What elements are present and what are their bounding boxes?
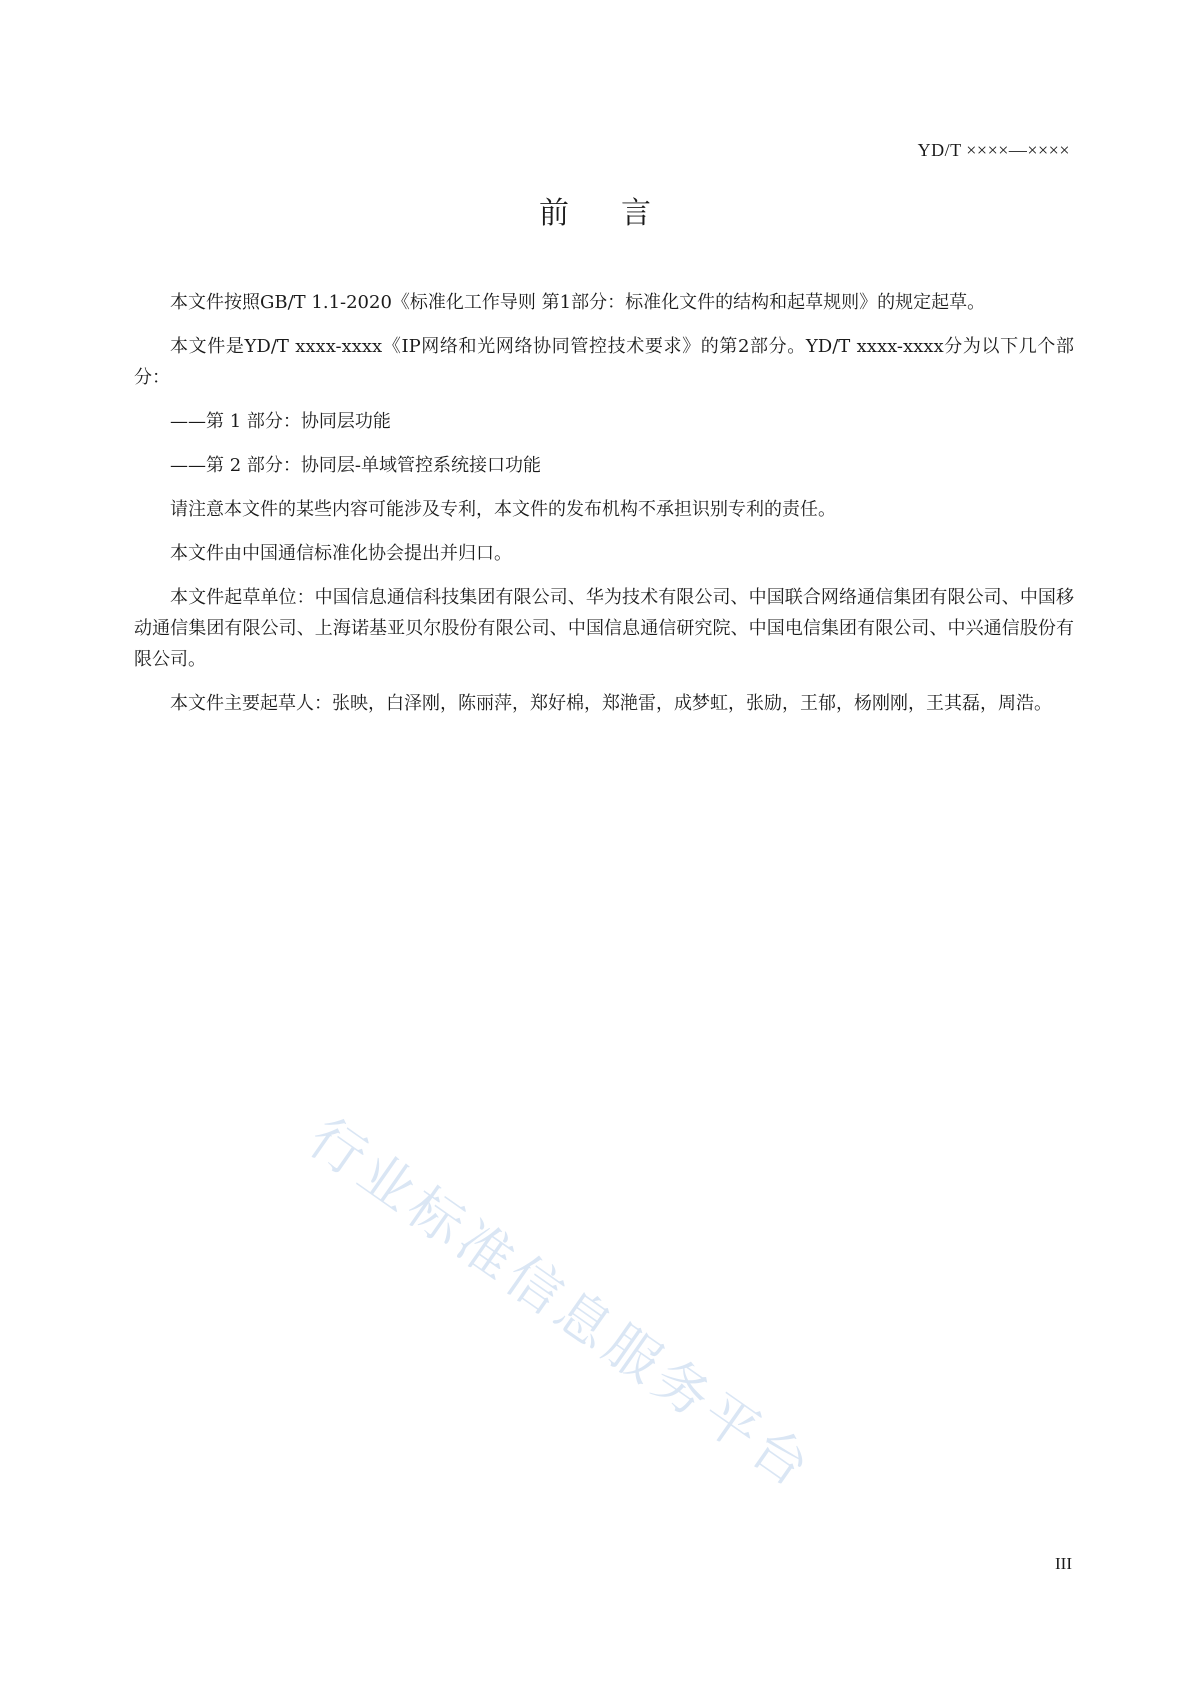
paragraph-drafters: 本文件主要起草人：张映，白泽刚，陈丽萍，郑好棉，郑滟雷，成梦虹，张励，王郁，杨刚刚，王其磊，周浩。 bbox=[170, 693, 1052, 714]
document-body bbox=[134, 287, 1074, 732]
paragraph-proposer: 本文件由中国通信标准化协会提出并归口。 bbox=[170, 543, 512, 564]
watermark: 行业标准信息服务平台 bbox=[297, 1105, 826, 1502]
page-number: III bbox=[1055, 1554, 1072, 1573]
list-item-part-1: ——第 1 部分：协同层功能 bbox=[170, 411, 391, 432]
list-item-part-2: ——第 2 部分：协同层-单域管控系统接口功能 bbox=[170, 455, 541, 476]
document-code: YD/T ××××—×××× bbox=[917, 140, 1070, 160]
paragraph-series-intro: 本文件是YD/T xxxx-xxxx《IP网络和光网络协同管控技术要求》的第2部分。YD/T xxxx-xxxx分为以下几个部分： bbox=[134, 336, 1074, 388]
paragraph-drafting-units: 本文件起草单位：中国信息通信科技集团有限公司、华为技术有限公司、中国联合网络通信集团有限公司、中国移动通信集团有限公司、上海诺基亚贝尔股份有限公司、中国信息通信研究院、中国电信集团有限公司、中兴通信股份有限公司。 bbox=[134, 587, 1074, 670]
paragraph-drafting-rules: 本文件按照GB/T 1.1-2020《标准化工作导则 第1部分：标准化文件的结构和起草规则》的规定起草。 bbox=[170, 292, 986, 313]
paragraph-patent-notice: 请注意本文件的某些内容可能涉及专利，本文件的发布机构不承担识别专利的责任。 bbox=[170, 499, 836, 520]
page-title: 前言 bbox=[539, 196, 703, 231]
